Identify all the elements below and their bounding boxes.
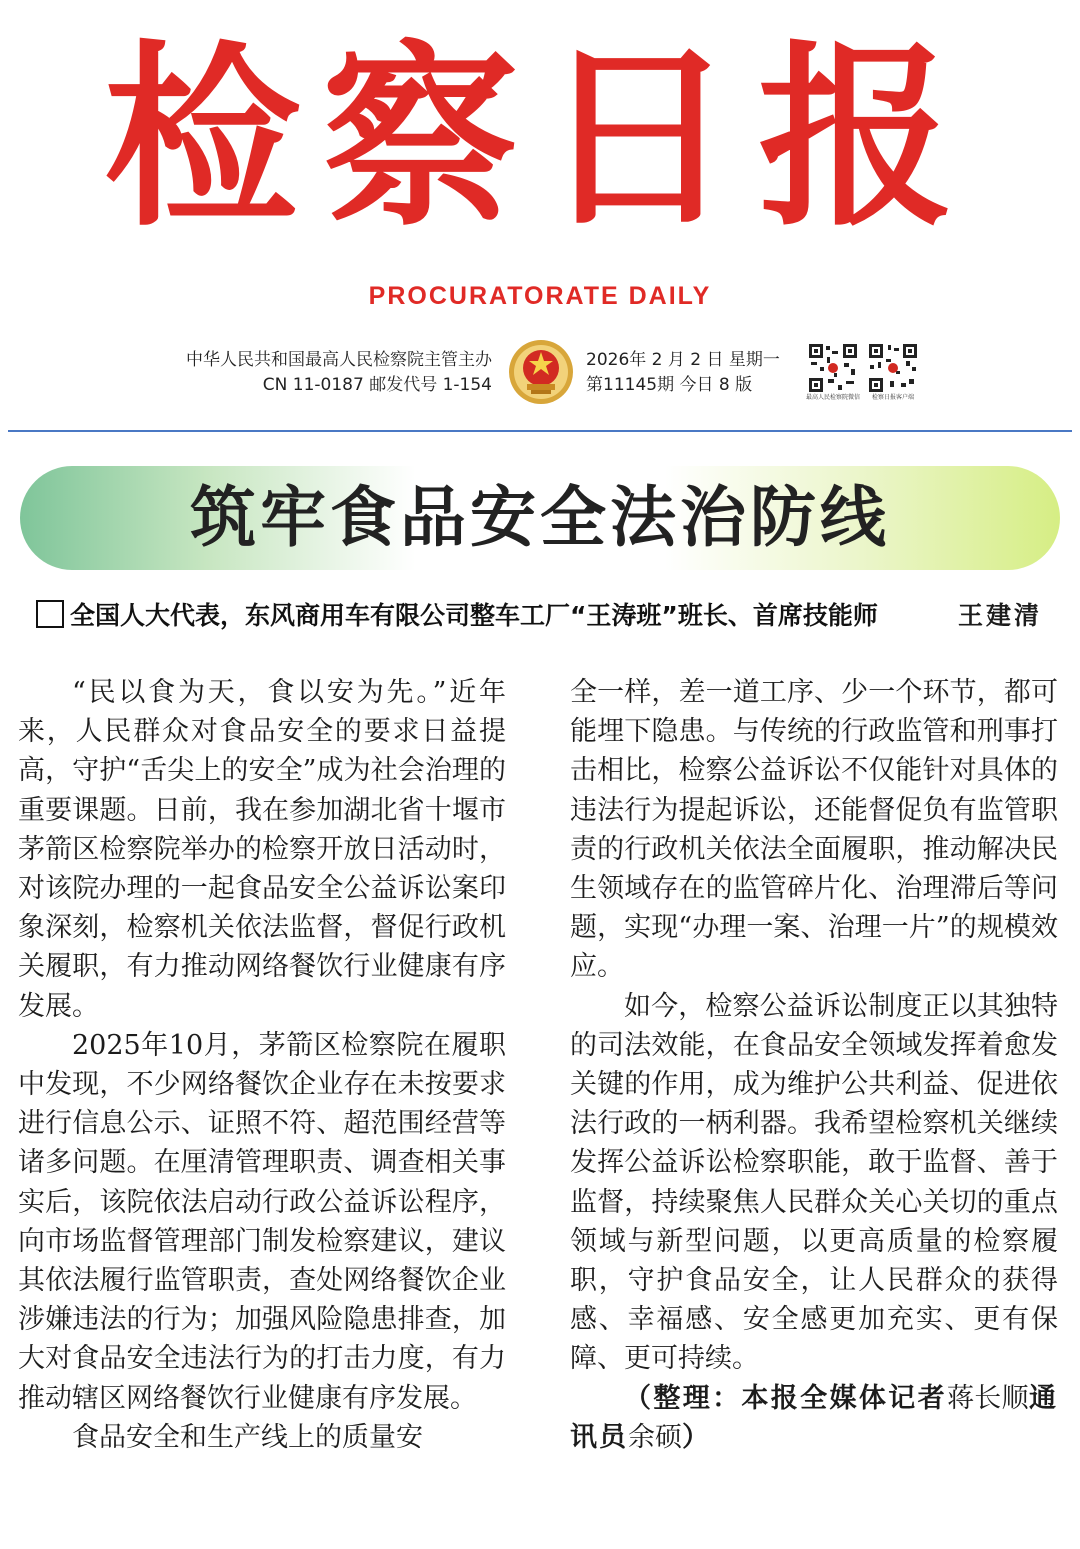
- newspaper-title: 检察日报: [103, 23, 976, 253]
- app-qr[interactable]: [862, 343, 924, 403]
- paragraph: “民以食为天，食以安为先。”近年来，人民群众对食品安全的要求日益提高，守护“舌尖上的安全”成为社会治理的重要课题。日前，我在参加湖北省十堰市茅箭区检察院举办的检察开放日活动时，对该院办理的一起食品安全公益诉讼案印象深刻，检察机关依法监督，督促行政机关履职，有力推动网络餐饮行业健康有序发展。: [18, 677, 506, 1022]
- credit-end: ）: [682, 1421, 711, 1453]
- credit-mid: 通讯员: [570, 1382, 1059, 1453]
- codes-line: CN 11-0187 邮发代号 1-154: [262, 375, 492, 395]
- sponsor-line: 中华人民共和国最高人民检察院主管主办: [186, 350, 492, 370]
- issue-date: 2026年 2 月 2 日 星期一: [586, 350, 780, 370]
- masthead-divider: [8, 430, 1072, 432]
- credit-lead: （整理：本报全媒体记者: [624, 1382, 947, 1414]
- newspaper-english-title: PROCURATORATE DAILY: [368, 282, 712, 310]
- qr-caption: 最高人民检察院微信: [805, 394, 860, 401]
- qr-code-icon: [868, 343, 918, 393]
- qr-code-icon: [808, 343, 858, 393]
- masthead: [0, 0, 1080, 330]
- credit-correspondent: 余硕: [628, 1421, 682, 1453]
- paragraph: 食品安全和生产线上的质量安: [72, 1421, 423, 1453]
- author-description: 全国人大代表，东风商用车有限公司整车工厂“王涛班”班长、首席技能师: [70, 601, 878, 630]
- article-headline: 筑牢食品安全法治防线: [190, 479, 890, 556]
- byline: [36, 594, 1056, 638]
- publisher-info: [186, 348, 492, 398]
- author-name: 王建清: [957, 601, 1042, 630]
- byline-box-icon: [36, 600, 64, 628]
- procuratorate-emblem-icon: [507, 338, 575, 406]
- credit-reporter: 蒋长顺: [946, 1382, 1030, 1414]
- issue-number: 第11145期 今日 8 版: [586, 375, 753, 395]
- issue-info: [586, 348, 780, 398]
- editor-credit: [570, 1379, 1058, 1457]
- paragraph: 全一样，差一道工序、少一个环节，都可能埋下隐患。与传统的行政监管和刑事打击相比，检察公益诉讼不仅能针对具体的违法行为提起诉讼，还能督促负有监管职责的行政机关依法全面履职，推动解决民生领域存在的监管碎片化、治理滞后等问题，实现“办理一案、治理一片”的规模效应。: [570, 677, 1058, 983]
- qr-caption: 检察日报客户端: [871, 394, 914, 401]
- article-column-left: [18, 673, 506, 1457]
- paragraph: 2025年10月，茅箭区检察院在履职中发现，不少网络餐饮企业存在未按要求进行信息公示、证照不符、超范围经营等诸多问题。在厘清管理职责、调查相关事实后，该院依法启动行政公益诉讼程序，向市场监督管理部门制发检察建议，建议其依法履行监管职责，查处网络餐饮企业涉嫌违法的行为；加强风险隐患排查，加大对食品安全违法行为的打击力度，有力推动辖区网络餐饮行业健康有序发展。: [18, 1029, 506, 1414]
- article-column-right: [570, 673, 1058, 1457]
- paragraph: 如今，检察公益诉讼制度正以其独特的司法效能，在食品安全领域发挥着愈发关键的作用，成为维护公共利益、促进依法行政的一柄利器。我希望检察机关继续发挥公益诉讼检察职能，敢于监督、善于监督，持续聚焦人民群众关心关切的重点领域与新型问题，以更高质量的检察履职，守护食品安全，让人民群众的获得感、幸福感、安全感更加充实、更有保障、更可持续。: [570, 990, 1058, 1375]
